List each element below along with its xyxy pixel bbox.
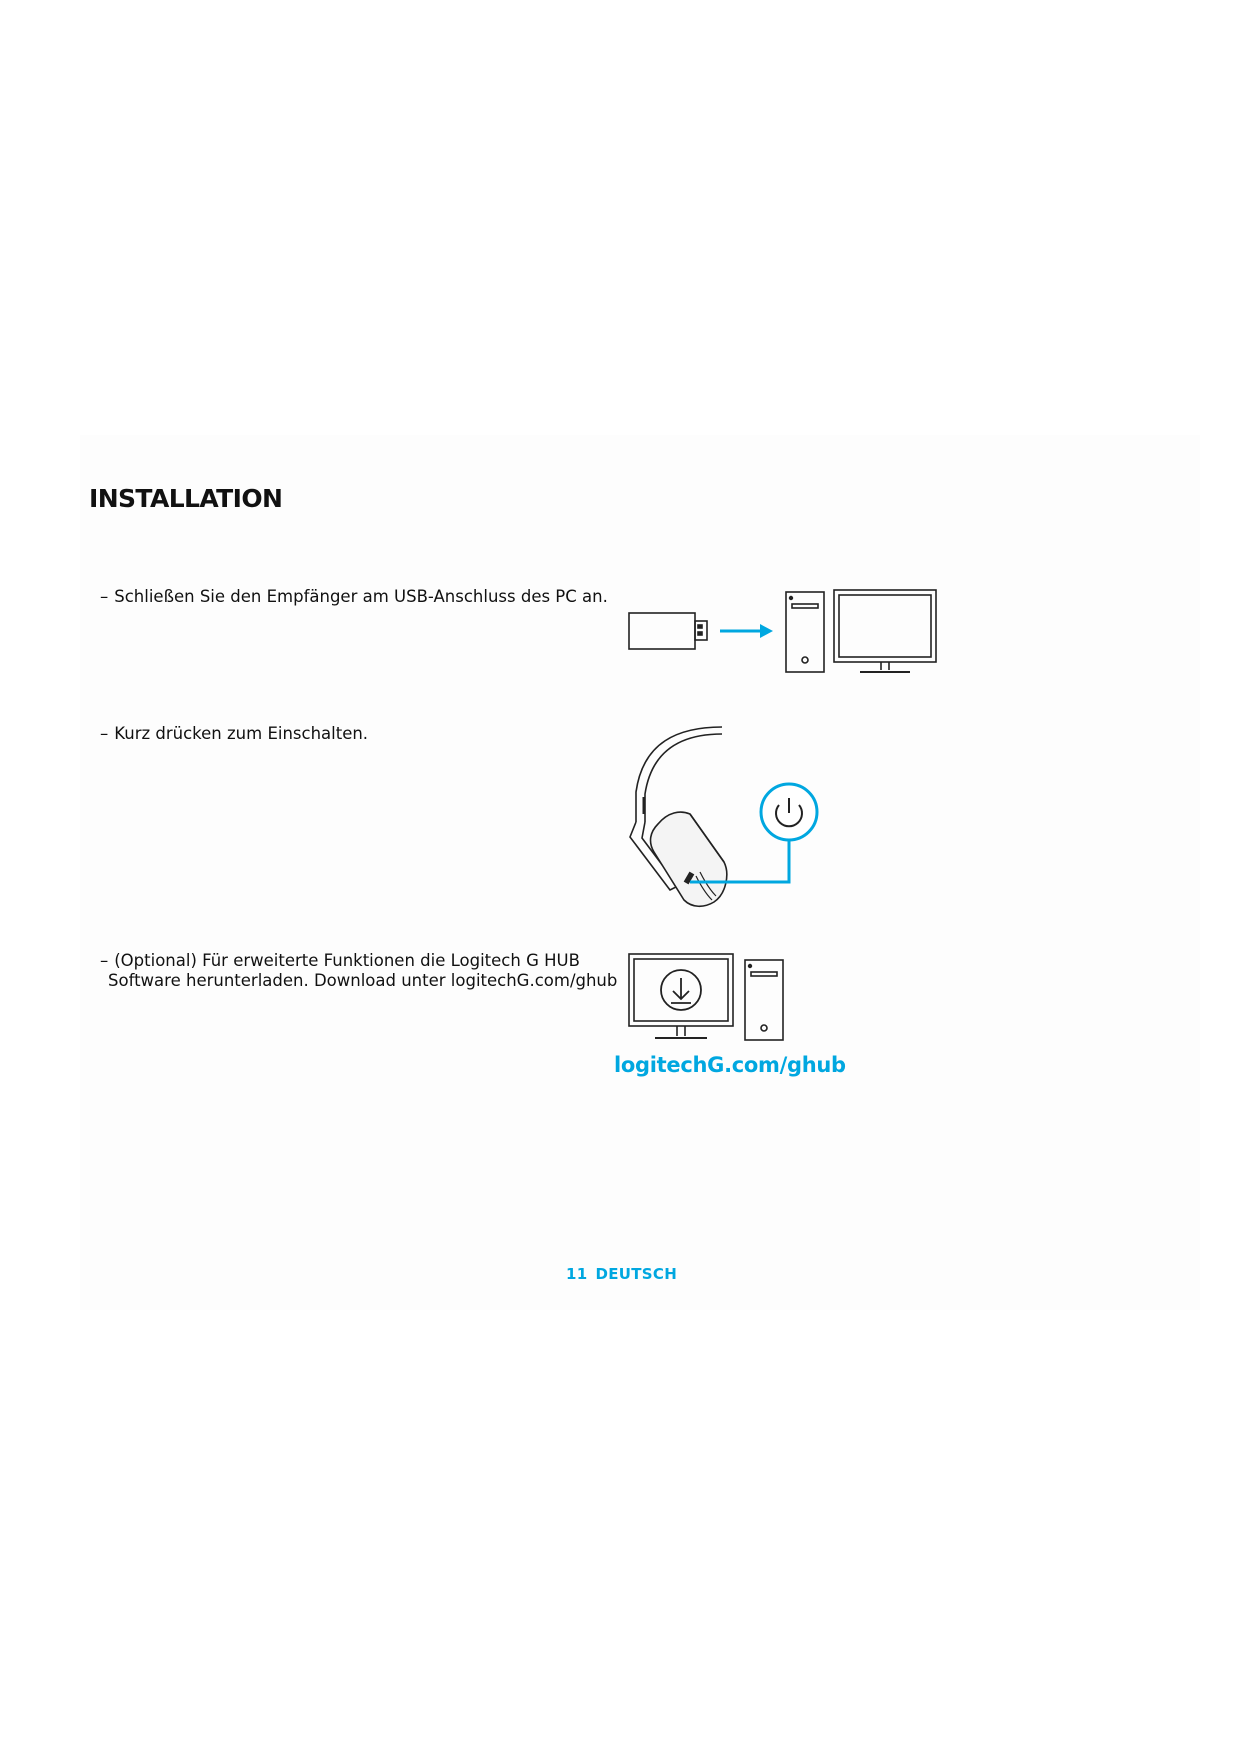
arrow-right-icon (720, 624, 773, 638)
headset-power-illustration (618, 722, 828, 922)
step-dash: – (100, 951, 109, 970)
step-connect-receiver (100, 587, 608, 607)
page-number: 11 (566, 1265, 588, 1283)
page-title: INSTALLATION (89, 484, 283, 513)
step-download-software (100, 951, 617, 991)
step-text: (Optional) Für erweiterte Funktionen die Logitech G HUB (114, 951, 580, 970)
download-url-label[interactable]: logitechG.com/ghub (614, 1053, 846, 1077)
step-dash: – (100, 587, 109, 606)
step-power-on (100, 724, 368, 744)
step-text: Schließen Sie den Empfänger am USB-Anschluss des PC an. (114, 587, 608, 606)
usb-receiver-icon (629, 613, 707, 649)
language-label: DEUTSCH (595, 1265, 678, 1283)
pc-tower-icon (786, 592, 824, 672)
pc-tower-icon (745, 960, 783, 1040)
step-text-continued: Software herunterladen. Download unter logitechG.com/ghub (108, 971, 618, 990)
page-footer (566, 1265, 677, 1283)
download-illustration (625, 952, 795, 1044)
monitor-icon (834, 590, 936, 672)
usb-connection-illustration (625, 586, 955, 676)
download-icon (661, 970, 701, 1010)
step-text: Kurz drücken zum Einschalten. (114, 724, 369, 743)
headset-icon (630, 727, 727, 906)
step-dash: – (100, 724, 109, 743)
